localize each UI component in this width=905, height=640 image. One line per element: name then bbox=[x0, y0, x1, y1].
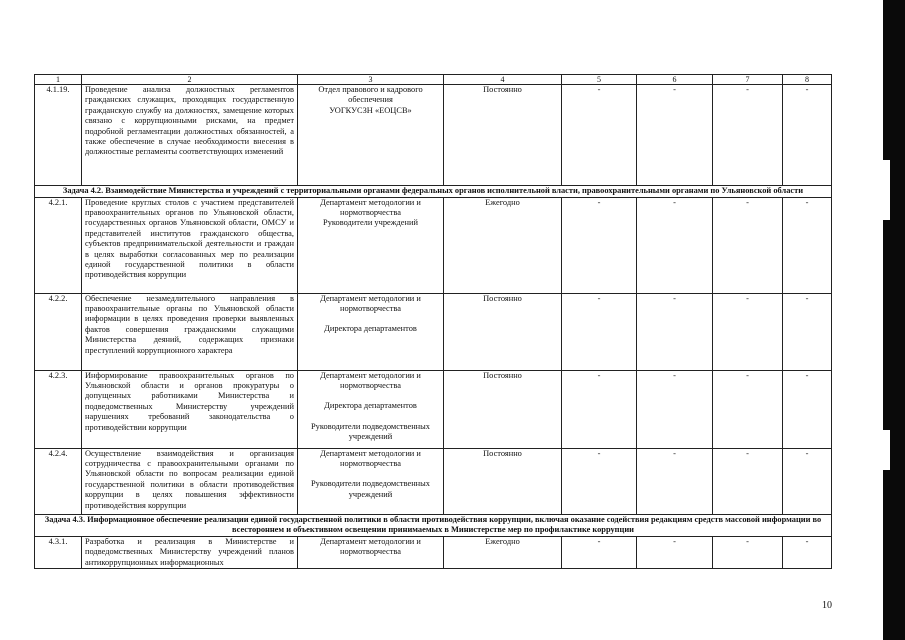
cell-value: - bbox=[783, 448, 832, 514]
item-number: 4.1.19. bbox=[35, 85, 82, 186]
table-row bbox=[35, 197, 832, 293]
responsible-line: Департамент методологии и нормотворчества bbox=[320, 370, 421, 390]
responsible-line: УОГКУСЗН «ЕОЦСВ» bbox=[329, 105, 412, 115]
item-responsible bbox=[298, 370, 444, 448]
cell-value: - bbox=[713, 85, 783, 186]
task-heading: Задача 4.3. Информационное обеспечение реализации единой государственной политики в области противодействия коррупции, включая оказание содействия редакциям средств массовой информации во всестороннем и объективном освещении принимаемых в Министерстве мер по профилактике коррупции bbox=[35, 514, 832, 536]
page-number: 10 bbox=[822, 600, 832, 611]
responsible-line: Директора департаментов bbox=[324, 401, 417, 411]
responsible-line: Руководители учреждений bbox=[323, 218, 418, 228]
responsible-line: Департамент методологии и нормотворчества bbox=[320, 448, 421, 468]
responsible-line: Департамент методологии и нормотворчества bbox=[320, 536, 421, 557]
item-responsible bbox=[298, 197, 444, 293]
cell-value: - bbox=[637, 197, 713, 293]
cell-value: - bbox=[713, 293, 783, 370]
responsible-line: Департамент методологии и нормотворчества bbox=[320, 197, 421, 217]
item-term: Постоянно bbox=[444, 448, 562, 514]
plan-table bbox=[34, 74, 832, 569]
cell-value: - bbox=[783, 197, 832, 293]
item-term: Ежегодно bbox=[444, 536, 562, 568]
item-responsible bbox=[298, 448, 444, 514]
item-term: Постоянно bbox=[444, 85, 562, 186]
cell-value: - bbox=[562, 370, 637, 448]
cell-value: - bbox=[783, 536, 832, 568]
responsible-line: Директора департаментов bbox=[324, 324, 417, 334]
cell-value: - bbox=[783, 370, 832, 448]
responsible-line: Руководители подведомственных учреждений bbox=[311, 421, 430, 442]
cell-value: - bbox=[713, 370, 783, 448]
column-number: 8 bbox=[783, 75, 832, 85]
cell-value: - bbox=[637, 536, 713, 568]
column-number: 2 bbox=[82, 75, 298, 85]
item-description: Проведение круглых столов с участием представителей правоохранительных органов по Ульяновской области, государственных органов Ульяновской области, ОМСУ и представителей институтов гражданского общества, субъектов предпринимательской деятельности и граждан в целях выработки согласованных мер по реализации единой государственной политики в области противодействия коррупции bbox=[82, 197, 298, 293]
table-row bbox=[35, 536, 832, 568]
task-heading-row bbox=[35, 514, 832, 536]
item-responsible bbox=[298, 85, 444, 186]
task-heading: Задача 4.2. Взаимодействие Министерства и учреждений с территориальными органами федеральных органов исполнительной власти, правоохранительными органами по Ульяновской области bbox=[35, 186, 832, 198]
cell-value: - bbox=[713, 448, 783, 514]
task-heading-row bbox=[35, 186, 832, 198]
cell-value: - bbox=[562, 536, 637, 568]
item-number: 4.2.2. bbox=[35, 293, 82, 370]
cell-value: - bbox=[562, 85, 637, 186]
scan-edge-bar bbox=[883, 0, 905, 640]
item-description: Разработка и реализация в Министерстве и подведомственных Министерству учреждений планов антикоррупционных информационных bbox=[82, 536, 298, 568]
column-number: 7 bbox=[713, 75, 783, 85]
cell-value: - bbox=[783, 293, 832, 370]
item-term: Постоянно bbox=[444, 293, 562, 370]
cell-value: - bbox=[783, 85, 832, 186]
item-number: 4.2.3. bbox=[35, 370, 82, 448]
column-number-row bbox=[35, 75, 832, 85]
cell-value: - bbox=[562, 448, 637, 514]
cell-value: - bbox=[713, 536, 783, 568]
cell-value: - bbox=[637, 293, 713, 370]
cell-value: - bbox=[713, 197, 783, 293]
item-description: Осуществление взаимодействия и организация сотрудничества с правоохранительными органами по Ульяновской области по вопросам реализации единой государственной политики в области противодействия коррупции в целях повышения эффективности противодействия коррупции bbox=[82, 448, 298, 514]
responsible-line: Руководители подведомственных учреждений bbox=[311, 479, 430, 499]
item-number: 4.2.4. bbox=[35, 448, 82, 514]
responsible-line: Отдел правового и кадрового обеспечения bbox=[318, 85, 423, 105]
item-term: Ежегодно bbox=[444, 197, 562, 293]
item-description: Проведение анализа должностных регламентов гражданских служащих, проходящих государственную гражданскую службу на должностях, замещение которых связано с коррупционными рисками, на предмет подробной регламентации должностных обязанностей, а также обеспечение в случае необходимости внесения в должностные регламенты соответствующих изменений bbox=[82, 85, 298, 186]
item-description: Обеспечение незамедлительного направления в правоохранительные органы по Ульяновской области информации в целях проведения проверки выявленных фактов совершения гражданскими служащими Министерства деяний, содержащих признаки преступлений коррупционного характера bbox=[82, 293, 298, 370]
cell-value: - bbox=[637, 448, 713, 514]
item-term: Постоянно bbox=[444, 370, 562, 448]
column-number: 3 bbox=[298, 75, 444, 85]
table-row bbox=[35, 370, 832, 448]
item-responsible bbox=[298, 293, 444, 370]
table-row bbox=[35, 85, 832, 186]
column-number: 4 bbox=[444, 75, 562, 85]
responsible-line: Департамент методологии и нормотворчества bbox=[320, 293, 421, 313]
item-number: 4.2.1. bbox=[35, 197, 82, 293]
item-description: Информирование правоохранительных органов по Ульяновской области и органов прокуратуры о допущенных работниками Министерства и подведомственных Министерству учреждений нарушениях требований законодательства о противодействии коррупции bbox=[82, 370, 298, 448]
table-row bbox=[35, 293, 832, 370]
cell-value: - bbox=[637, 370, 713, 448]
table-row bbox=[35, 448, 832, 514]
column-number: 1 bbox=[35, 75, 82, 85]
item-number: 4.3.1. bbox=[35, 536, 82, 568]
cell-value: - bbox=[562, 197, 637, 293]
cell-value: - bbox=[637, 85, 713, 186]
column-number: 6 bbox=[637, 75, 713, 85]
cell-value: - bbox=[562, 293, 637, 370]
item-responsible bbox=[298, 536, 444, 568]
column-number: 5 bbox=[562, 75, 637, 85]
